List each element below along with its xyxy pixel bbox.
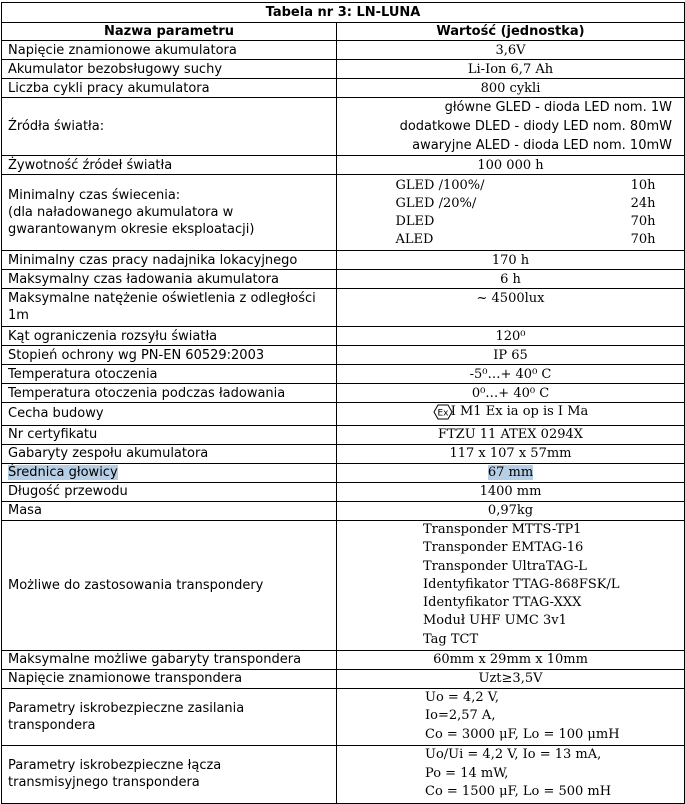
value-line: dodatkowe DLED - diody LED nom. 80mW	[399, 119, 672, 134]
param-name: Źródła światła:	[2, 98, 337, 156]
table-row	[2, 384, 685, 403]
table-row	[2, 270, 685, 289]
table-row	[2, 365, 685, 384]
header-value: Wartość (jednostka)	[337, 23, 685, 41]
param-name: Liczba cykli pracy akumulatora	[2, 79, 337, 98]
param-name: Możliwe do zastosowania transpondery	[2, 520, 337, 650]
param-name: Maksymalne natężenie oświetlenia z odległości 1m	[2, 289, 337, 327]
value-line: Uo = 4,2 V,	[425, 689, 499, 705]
runtime-list	[367, 177, 684, 249]
value-line: awaryjne ALED - dioda LED nom. 10mW	[412, 138, 672, 153]
table-row	[2, 327, 685, 346]
param-value	[337, 175, 685, 251]
param-name: Maksymalne możliwe gabaryty transpondera	[2, 650, 337, 669]
runtime-value: 70h	[630, 231, 656, 247]
value-line: Co = 1500 μF, Lo = 500 mH	[425, 784, 612, 800]
atex-text: I M1 Ex ia op is I Ma	[450, 404, 589, 419]
param-value: IP 65	[337, 346, 685, 365]
param-value	[337, 98, 685, 156]
param-name	[2, 688, 337, 745]
param-name: Stopień ochrony wg PN-EN 60529:2003	[2, 346, 337, 365]
param-value: 60mm x 29mm x 10mm	[337, 650, 685, 669]
name-line: (dla naładowanego akumulatora w	[8, 205, 234, 220]
runtime-label: GLED /20%/	[395, 195, 477, 211]
table-title: Tabela nr 3: LN-LUNA	[2, 3, 685, 23]
runtime-label: DLED	[395, 213, 435, 229]
param-value	[337, 403, 685, 426]
value-line: Co = 3000 μF, Lo = 100 μmH	[425, 726, 620, 742]
param-name: Temperatura otoczenia	[2, 365, 337, 384]
param-value: 120⁰	[337, 327, 685, 346]
highlighted-value: 67 mm	[487, 465, 534, 480]
table-row	[2, 251, 685, 270]
param-name: Napięcie znamionowe transpondera	[2, 669, 337, 688]
table-row	[2, 289, 685, 327]
transponder-line: Transponder EMTAG-16	[423, 540, 584, 556]
table-row	[2, 98, 685, 156]
table-row	[2, 403, 685, 426]
param-value: 1400 mm	[337, 482, 685, 501]
param-name: Maksymalny czas ładowania akumulatora	[2, 270, 337, 289]
param-value	[337, 745, 685, 803]
atex-marking	[433, 403, 589, 420]
highlighted-name: Średnica głowicy	[8, 465, 118, 480]
param-name: Żywotność źródeł światła	[2, 156, 337, 175]
param-value: 6 h	[337, 270, 685, 289]
param-name: Cecha budowy	[2, 403, 337, 426]
param-value: 800 cykli	[337, 79, 685, 98]
param-name	[2, 745, 337, 803]
table-row	[2, 669, 685, 688]
param-value: 117 x 107 x 57mm	[337, 444, 685, 463]
param-name: Akumulator bezobsługowy suchy	[2, 60, 337, 79]
param-value: FTZU 11 ATEX 0294X	[337, 425, 685, 444]
table-row	[2, 175, 685, 251]
table-row	[2, 156, 685, 175]
table-row	[2, 482, 685, 501]
ex-icon-text: Ex	[437, 408, 449, 418]
param-value: ~ 4500lux	[337, 289, 685, 327]
value-line: Po = 14 mW,	[425, 765, 509, 781]
ex-hexagon-icon	[433, 404, 453, 420]
value-line: główne GLED - dioda LED nom. 1W	[444, 100, 672, 115]
table-row	[2, 501, 685, 520]
value-line: Uo/Ui = 4,2 V, Io = 13 mA,	[425, 747, 602, 763]
transponder-line: Transponder UltraTAG-L	[423, 558, 587, 574]
param-value: -5⁰…+ 40⁰ C	[337, 365, 685, 384]
runtime-label: ALED	[395, 231, 434, 247]
table-row	[2, 463, 685, 482]
table-row	[2, 60, 685, 79]
name-line: Minimalny czas świecenia:	[8, 188, 181, 203]
param-name: Długość przewodu	[2, 482, 337, 501]
transponder-line: Identyfikator TTAG-868FSK/L	[423, 576, 620, 592]
param-value: 0,97kg	[337, 501, 685, 520]
param-name: Napięcie znamionowe akumulatora	[2, 41, 337, 60]
param-name	[2, 463, 337, 482]
param-name: Kąt ograniczenia rozsyłu światła	[2, 327, 337, 346]
name-line: gwarantowanym okresie eksploatacji)	[8, 222, 255, 237]
runtime-label: GLED /100%/	[395, 177, 485, 193]
value-line: Io=2,57 A,	[425, 708, 496, 724]
spec-table	[1, 2, 685, 804]
table-row	[2, 346, 685, 365]
transponder-line: Identyfikator TTAG-XXX	[423, 595, 582, 611]
table-row	[2, 444, 685, 463]
table-row	[2, 79, 685, 98]
name-line: transpondera	[8, 717, 96, 733]
runtime-value: 70h	[630, 213, 656, 229]
param-value	[337, 688, 685, 745]
param-value: Uzt≥3,5V	[337, 669, 685, 688]
param-name: Temperatura otoczenia podczas ładowania	[2, 384, 337, 403]
table-row	[2, 688, 685, 745]
param-value	[337, 520, 685, 650]
param-value: 100 000 h	[337, 156, 685, 175]
param-name	[2, 175, 337, 251]
transponder-line: Tag TCT	[423, 631, 479, 647]
param-value: 0⁰…+ 40⁰ C	[337, 384, 685, 403]
table-row	[2, 425, 685, 444]
param-name: Minimalny czas pracy nadajnika lokacyjnego	[2, 251, 337, 270]
param-name: Gabaryty zespołu akumulatora	[2, 444, 337, 463]
param-name: Masa	[2, 501, 337, 520]
name-line: transmisyjnego transpondera	[8, 775, 200, 790]
table-row	[2, 520, 685, 650]
transponder-line: Transponder MTTS-TP1	[423, 521, 582, 537]
param-value: Li-Ion 6,7 Ah	[337, 60, 685, 79]
param-value: 3,6V	[337, 41, 685, 60]
table-row	[2, 41, 685, 60]
transponder-line: Moduł UHF UMC 3v1	[423, 613, 567, 629]
name-line: Parametry iskrobezpieczne zasilania	[8, 700, 245, 716]
runtime-value: 24h	[630, 195, 656, 211]
table-row	[2, 745, 685, 803]
param-value: 170 h	[337, 251, 685, 270]
header-name: Nazwa parametru	[2, 23, 337, 41]
param-value	[337, 463, 685, 482]
runtime-value: 10h	[630, 177, 656, 193]
param-name: Nr certyfikatu	[2, 425, 337, 444]
name-line: Parametry iskrobezpieczne łącza	[8, 758, 222, 773]
table-row	[2, 650, 685, 669]
